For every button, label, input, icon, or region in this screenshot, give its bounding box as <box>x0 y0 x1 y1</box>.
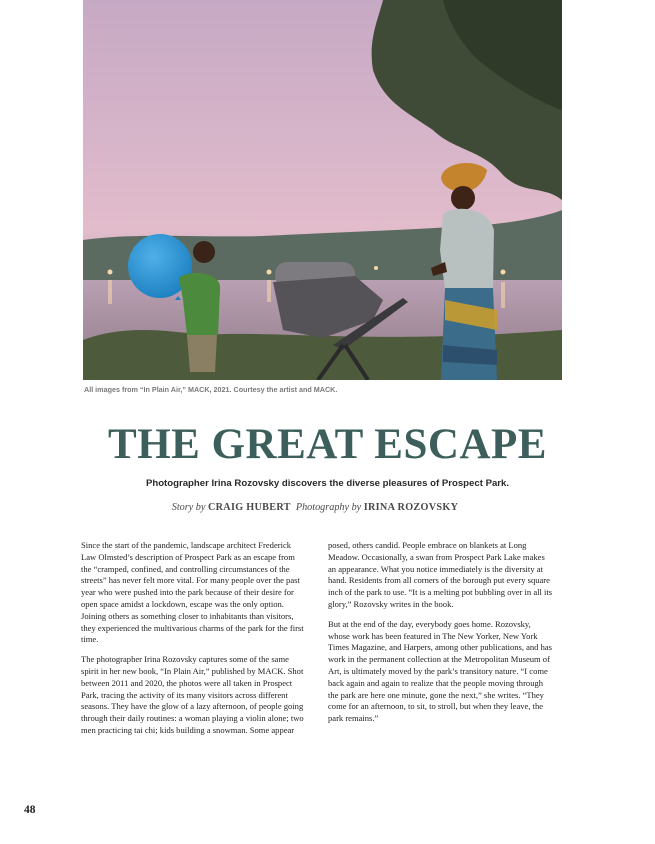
body-column-right <box>328 540 553 733</box>
body-column-left <box>81 540 306 745</box>
page-number: 48 <box>24 804 36 816</box>
body-paragraph: The photographer Irina Rozovsky captures some of the same spirit in her new book, “In Plain Air,” published by MACK. Shot between 2011 and 2020, the photos were all taken in Prospect Park, tracing the activity of its many visitors across different seasons. They have the glow of a lazy afternoon, of people going through their daily routines: a woman playing a violin alone; two men practicing tai chi; kids building a snowman. Some appear <box>81 654 304 735</box>
dek-subheading: Photographer Irina Rozovsky discovers the diverse pleasures of Prospect Park. <box>145 478 510 489</box>
lead-photo <box>83 0 562 380</box>
body-paragraph: posed, others candid. People embrace on blankets at Long Meadow. Occasionally, a swan from Prospect Park Lake makes an appearance. What you notice immediately is the diversity at hand. Residents from all corners of the borough put every square inch of the park to use. “It is a melting pot bubbling over in all its glory,” Rozovsky writes in the book. <box>328 540 553 609</box>
story-author: CRAIG HUBERT <box>207 502 291 513</box>
story-label: Story by <box>171 502 206 513</box>
photo-author: IRINA ROZOVSKY <box>363 502 459 513</box>
body-paragraph: Since the start of the pandemic, landscape architect Frederick Law Olmsted’s description of Prospect Park as an escape from the “cramped, confined, and controlling circumstances of the streets” has never felt more vital. For many people over the past year who were pushed into the park because of their desire for open space amidst a lockdown, escape was the only option. Joining others as something closer to inhabitants than visitors, they experienced the multivarious charms of the park for the first time. <box>81 540 304 645</box>
photo-label: Photography by <box>295 502 362 513</box>
headline: THE GREAT ESCAPE <box>108 421 547 468</box>
body-paragraph: But at the end of the day, everybody goes home. Rozovsky, whose work has been featured in The New Yorker, New York Times Magazine, and Harpers, among other publications, and has work in the permanent collection at the Metropolitan Museum of Art, is ultimately moved by the park’s transitory nature. “I come back again and again to realize that the people moving through the park are here one minute, gone the next,” she writes. “They come for an afternoon, to sit, to stroll, but when they leave, the park remains.” <box>328 618 552 724</box>
byline <box>0 500 630 516</box>
photo-caption: All images from “In Plain Air,” MACK, 2021. Courtesy the artist and MACK. <box>84 385 338 394</box>
lead-photo-image <box>83 0 562 380</box>
